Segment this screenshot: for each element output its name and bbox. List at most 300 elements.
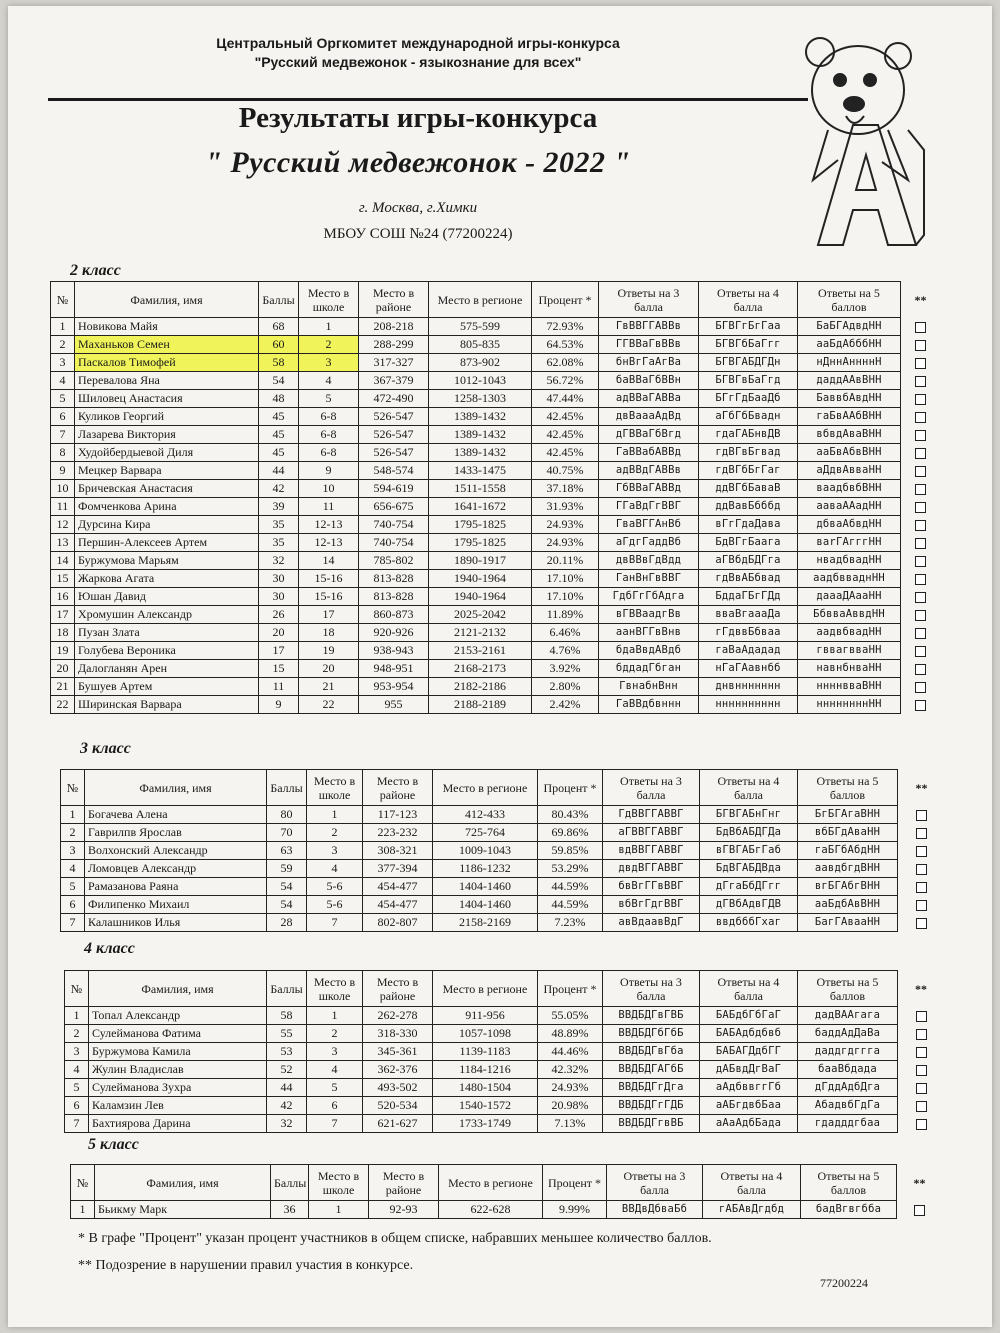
suspicion-flag [898,896,946,914]
region-place: 911-956 [433,1007,538,1025]
percent: 31.93% [532,498,599,516]
row-number: 8 [51,444,75,462]
school-place: 1 [309,1201,369,1219]
checkbox-icon[interactable] [915,322,926,333]
suspicion-flag [901,534,941,552]
answers-4-points: гАБАвДгдбд [703,1201,801,1219]
school-place: 1 [307,806,363,824]
header-col-num: № [61,770,85,806]
table-row [65,1061,945,1079]
checkbox-icon[interactable] [915,574,926,585]
school-place: 3 [299,354,359,372]
district-place: 802-807 [363,914,433,932]
region-place: 1795-1825 [429,516,532,534]
region-place: 805-835 [429,336,532,354]
student-name: Филипенко Михаил [85,896,267,914]
checkbox-icon[interactable] [916,1011,927,1022]
suspicion-flag [898,1043,945,1061]
answers-5-points: нДннАннннН [798,354,901,372]
answers-5-points: БаБГАдвдНН [798,318,901,336]
row-number: 6 [51,408,75,426]
region-place: 1186-1232 [433,860,538,878]
row-number: 4 [51,372,75,390]
table-row [65,1079,945,1097]
row-number: 19 [51,642,75,660]
answers-5-points: вбБГдАваНН [798,824,898,842]
student-name: Шиловец Анастасия [75,390,259,408]
percent: 20.98% [538,1097,603,1115]
score: 45 [259,444,299,462]
table-row [51,624,941,642]
checkbox-icon[interactable] [916,1083,927,1094]
header-col-region-place: Место в регионе [429,282,532,318]
header-col-num: № [65,971,89,1007]
score: 54 [267,896,307,914]
student-name: Худойбердыевой Диля [75,444,259,462]
header-col-name: Фамилия, имя [95,1165,271,1201]
checkbox-icon[interactable] [915,448,926,459]
student-name: Жаркова Агата [75,570,259,588]
suspicion-flag [901,354,941,372]
student-name: Жулин Владислав [89,1061,267,1079]
answers-3-points: двВВвГдВдд [599,552,699,570]
class-label-3: 3 класс [80,740,131,757]
answers-5-points: ваrГАгггНН [798,534,901,552]
contest-title: " Русский медвежонок - 2022 " [205,146,631,179]
checkbox-icon[interactable] [916,828,927,839]
table-row [51,318,941,336]
header-col-answers-4: Ответы на 4 балла [700,770,798,806]
table-row [65,1115,945,1133]
row-number: 3 [51,354,75,372]
checkbox-icon[interactable] [916,1101,927,1112]
suspicion-flag [898,824,946,842]
checkbox-icon[interactable] [916,1065,927,1076]
answers-3-points: ВВДБДГбГбБ [603,1025,700,1043]
student-name: Юшан Давид [75,588,259,606]
table-row [61,860,946,878]
checkbox-icon[interactable] [915,502,926,513]
answers-5-points: дГддАдбДга [798,1079,898,1097]
percent: 9.99% [543,1201,607,1219]
row-number: 4 [65,1061,89,1079]
answers-4-points: БАБАдбдбвб [700,1025,798,1043]
school-place: 6-8 [299,408,359,426]
student-name: Богачева Алена [85,806,267,824]
answers-5-points: гдадддгбаа [798,1115,898,1133]
header-col-score: Баллы [271,1165,309,1201]
district-place: 223-232 [363,824,433,842]
district-place: 288-299 [359,336,429,354]
region-place: 1389-1432 [429,444,532,462]
percent: 42.45% [532,426,599,444]
checkbox-icon[interactable] [916,918,927,929]
answers-4-points: ддВавБбббд [699,498,798,516]
region-place: 1057-1098 [433,1025,538,1043]
checkbox-icon[interactable] [916,1047,927,1058]
district-place: 208-218 [359,318,429,336]
suspicion-flag [898,878,946,896]
checkbox-icon[interactable] [916,882,927,893]
checkbox-icon[interactable] [915,430,926,441]
student-name: Бахтиярова Дарина [89,1115,267,1133]
table-row [71,1201,943,1219]
school-place: 5 [307,1079,363,1097]
answers-4-points: днвннннннн [699,678,798,696]
checkbox-icon[interactable] [915,610,926,621]
answers-4-points: гГдввБбваа [699,624,798,642]
score: 54 [259,372,299,390]
answers-4-points: БГВГгБгГаа [699,318,798,336]
answers-3-points: аГдгГаддВб [599,534,699,552]
school-place: 2 [307,824,363,842]
table-row [65,1025,945,1043]
answers-4-points: БдВГгБаага [699,534,798,552]
percent: 44.59% [538,896,603,914]
checkbox-icon[interactable] [916,900,927,911]
row-number: 5 [61,878,85,896]
answers-4-points: БГгГдБааДб [699,390,798,408]
answers-5-points: вбвдАваВНН [798,426,901,444]
district-place: 317-327 [359,354,429,372]
score: 44 [259,462,299,480]
percent: 17.10% [532,570,599,588]
district-place: 594-619 [359,480,429,498]
answers-3-points: ГГаВдГгВВГ [599,498,699,516]
region-place: 1009-1043 [433,842,538,860]
suspicion-flag [898,842,946,860]
answers-3-points: ГваВГГАнВб [599,516,699,534]
region-place: 1404-1460 [433,896,538,914]
percent: 37.18% [532,480,599,498]
checkbox-icon[interactable] [915,628,926,639]
suspicion-flag [901,372,941,390]
suspicion-flag [901,660,941,678]
answers-5-points: аавдбгдВНН [798,860,898,878]
percent: 40.75% [532,462,599,480]
region-place: 1540-1572 [433,1097,538,1115]
district-place: 920-926 [359,624,429,642]
percent: 69.86% [538,824,603,842]
suspicion-flag [901,678,941,696]
header-col-score: Баллы [267,770,307,806]
region-place: 1480-1504 [433,1079,538,1097]
checkbox-icon[interactable] [914,1205,925,1216]
score: 42 [267,1097,307,1115]
table-row [51,552,941,570]
suspicion-flag [901,570,941,588]
school-line: МБОУ СОШ №24 (77200224) [323,226,513,242]
header-col-region-place: Место в регионе [439,1165,543,1201]
suspicion-flag [901,444,941,462]
suspicion-flag [901,408,941,426]
checkbox-icon[interactable] [916,846,927,857]
table-row [65,1007,945,1025]
score: 80 [267,806,307,824]
header-col-score: Баллы [267,971,307,1007]
answers-4-points: аАаАдбБада [700,1115,798,1133]
answers-5-points: ваадбвбВНН [798,480,901,498]
score: 54 [267,878,307,896]
table-row [51,606,941,624]
score: 15 [259,660,299,678]
checkbox-icon[interactable] [915,556,926,567]
table-row [51,642,941,660]
percent: 4.76% [532,642,599,660]
student-name: Буржумова Марьям [75,552,259,570]
header-col-district-place: Место в районе [363,971,433,1007]
score: 28 [267,914,307,932]
answers-3-points: ГаВВдбвннн [599,696,699,714]
school-place: 15-16 [299,588,359,606]
region-place: 1641-1672 [429,498,532,516]
student-name: Калашников Илья [85,914,267,932]
header-col-percent: Процент * [543,1165,607,1201]
score: 48 [259,390,299,408]
row-number: 9 [51,462,75,480]
table-row [51,372,941,390]
suspicion-flag [901,336,941,354]
checkbox-icon[interactable] [915,376,926,387]
checkbox-icon[interactable] [915,412,926,423]
org-line-1: Центральный Оргкомитет международной игры-конкурса [216,35,620,51]
school-place: 12-13 [299,516,359,534]
table-row [51,426,941,444]
district-place: 526-547 [359,426,429,444]
answers-5-points: ааБвАбвВНН [798,444,901,462]
header-col-flag: ** [915,981,927,996]
answers-4-points: БАБАГДдбГГ [700,1043,798,1061]
checkbox-icon[interactable] [915,664,926,675]
suspicion-flag [901,516,941,534]
district-place: 454-477 [363,878,433,896]
answers-4-points: БддаГБгГДд [699,588,798,606]
suspicion-flag [901,696,941,714]
region-place: 2121-2132 [429,624,532,642]
row-number: 6 [61,896,85,914]
score: 55 [267,1025,307,1043]
answers-4-points: дГгаБбДГгг [700,878,798,896]
answers-4-points: гдВвАБбвад [699,570,798,588]
region-place: 622-628 [439,1201,543,1219]
student-name: Буржумова Камила [89,1043,267,1061]
answers-4-points: БГВГАБДГДн [699,354,798,372]
answers-3-points: баВВаГбВВн [599,372,699,390]
district-place: 308-321 [363,842,433,860]
answers-5-points: аадбвваднНН [798,570,901,588]
score: 26 [259,606,299,624]
table-row [51,336,941,354]
header-col-percent: Процент * [532,282,599,318]
district-place: 548-574 [359,462,429,480]
row-number: 18 [51,624,75,642]
suspicion-flag [898,1061,945,1079]
checkbox-icon[interactable] [915,646,926,657]
header-divider [48,98,808,101]
district-place: 345-361 [363,1043,433,1061]
row-number: 4 [61,860,85,878]
organizer-header [158,34,678,72]
suspicion-flag [901,318,941,336]
answers-3-points: двдВГГАВВГ [603,860,700,878]
school-place: 4 [299,372,359,390]
score: 30 [259,570,299,588]
checkbox-icon[interactable] [916,1029,927,1040]
percent: 59.85% [538,842,603,860]
percent: 7.13% [538,1115,603,1133]
row-number: 1 [51,318,75,336]
row-number: 2 [65,1025,89,1043]
district-place: 813-828 [359,570,429,588]
answers-3-points: ВВДБДГвГба [603,1043,700,1061]
percent: 42.45% [532,444,599,462]
class-label-4: 4 класс [84,940,135,957]
percent: 53.29% [538,860,603,878]
percent: 24.93% [538,1079,603,1097]
score: 45 [259,408,299,426]
row-number: 2 [51,336,75,354]
answers-3-points: бнВгГаАгВа [599,354,699,372]
checkbox-icon[interactable] [915,484,926,495]
row-number: 20 [51,660,75,678]
answers-3-points: двВаааАдВд [599,408,699,426]
school-place: 7 [307,1115,363,1133]
district-place: 938-943 [359,642,429,660]
school-place: 9 [299,462,359,480]
percent: 2.42% [532,696,599,714]
header-col-num: № [71,1165,95,1201]
table-row [51,354,941,372]
header-col-school-place: Место в школе [309,1165,369,1201]
table-row [51,408,941,426]
school-place: 19 [299,642,359,660]
checkbox-icon[interactable] [915,682,926,693]
checkbox-icon[interactable] [915,520,926,531]
header-col-region-place: Место в регионе [433,971,538,1007]
score: 70 [267,824,307,842]
table-row [51,678,941,696]
row-number: 22 [51,696,75,714]
checkbox-icon[interactable] [915,358,926,369]
checkbox-icon[interactable] [916,1119,927,1130]
school-place: 6-8 [299,426,359,444]
student-name: Топал Александр [89,1007,267,1025]
school-place: 6-8 [299,444,359,462]
answers-4-points: БдВГАБДВдa [700,860,798,878]
header-col-region-place: Место в регионе [433,770,538,806]
answers-3-points: аанВГГвВнв [599,624,699,642]
region-place: 1389-1432 [429,426,532,444]
student-name: Маханьков Семен [75,336,259,354]
region-place: 2168-2173 [429,660,532,678]
checkbox-icon[interactable] [915,394,926,405]
row-number: 5 [65,1079,89,1097]
header-col-answers-3: Ответы на 3 балла [603,770,700,806]
table-row [65,1043,945,1061]
student-name: Гаврилпв Ярослав [85,824,267,842]
student-name: Рамазанова Раяна [85,878,267,896]
district-place: 454-477 [363,896,433,914]
score: 52 [267,1061,307,1079]
answers-3-points: авВдаавВдГ [603,914,700,932]
row-number: 1 [71,1201,95,1219]
row-number: 7 [51,426,75,444]
header-col-percent: Процент * [538,770,603,806]
percent: 55.05% [538,1007,603,1025]
answers-4-points: дАБвдДгВаГ [700,1061,798,1079]
percent: 7.23% [538,914,603,932]
suspicion-flag [901,390,941,408]
percent: 64.53% [532,336,599,354]
district-place: 955 [359,696,429,714]
header-col-school-place: Место в школе [307,971,363,1007]
class-label-2: 2 класс [70,262,121,279]
school-place: 1 [307,1007,363,1025]
district-place: 813-828 [359,588,429,606]
checkbox-icon[interactable] [915,466,926,477]
checkbox-icon[interactable] [916,864,927,875]
answers-3-points: ВВДБДГвГВБ [603,1007,700,1025]
header-col-answers-4: Ответы на 4 балла [703,1165,801,1201]
percent: 20.11% [532,552,599,570]
checkbox-icon[interactable] [915,700,926,711]
student-name: Бричевская Анастасия [75,480,259,498]
checkbox-icon[interactable] [916,810,927,821]
region-place: 1511-1558 [429,480,532,498]
suspicion-flag [898,806,946,824]
school-place: 22 [299,696,359,714]
score: 9 [259,696,299,714]
checkbox-icon[interactable] [915,340,926,351]
percent: 56.72% [532,372,599,390]
school-place: 2 [307,1025,363,1043]
suspicion-flag [898,860,946,878]
header-col-answers-5: Ответы на 5 баллов [798,770,898,806]
answers-5-points: ааБдбАвВНН [798,896,898,914]
student-name: Фомченкова Арина [75,498,259,516]
student-name: Паскалов Тимофей [75,354,259,372]
school-place: 7 [307,914,363,932]
answers-5-points: даддгдггга [798,1043,898,1061]
score: 45 [259,426,299,444]
student-name: Мецкер Варвара [75,462,259,480]
answers-5-points: ннннннннНН [798,696,901,714]
region-place: 1012-1043 [429,372,532,390]
region-place: 2188-2189 [429,696,532,714]
table-row [65,1097,945,1115]
district-place: 472-490 [359,390,429,408]
percent: 11.89% [532,606,599,624]
answers-3-points: ГаВВабАВВд [599,444,699,462]
checkbox-icon[interactable] [915,592,926,603]
answers-3-points: вГВВаадгВв [599,606,699,624]
class-label-5: 5 класс [88,1136,139,1153]
answers-5-points: БаввбАвдНН [798,390,901,408]
school-place: 1 [299,318,359,336]
row-number: 6 [65,1097,89,1115]
answers-4-points: БГВГвБаГгд [699,372,798,390]
table-row [51,588,941,606]
score: 32 [259,552,299,570]
score: 30 [259,588,299,606]
answers-5-points: ааБдАбббНН [798,336,901,354]
region-place: 2153-2161 [429,642,532,660]
region-place: 575-599 [429,318,532,336]
answers-3-points: бдаВвдАВдб [599,642,699,660]
percent: 47.44% [532,390,599,408]
checkbox-icon[interactable] [915,538,926,549]
student-name: Ломовцев Александр [85,860,267,878]
